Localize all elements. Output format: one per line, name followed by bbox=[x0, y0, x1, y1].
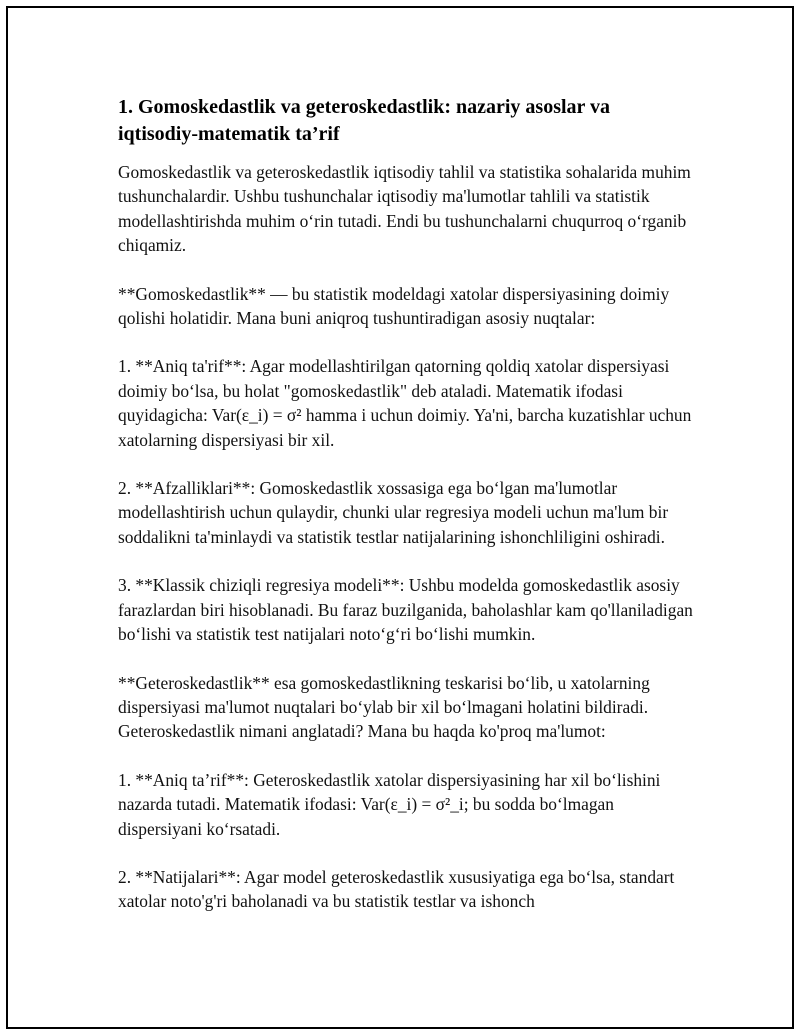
list-item-hetero-definition: 1. **Aniq ta’rif**: Geteroskedastlik xatolar dispersiyasining har xil bo‘lishini nazarda tutadi. Matematik ifodasi: Var(ε_i) = σ²_i; bu sodda bo‘lmagan dispersiyani ko‘rsatadi. bbox=[118, 769, 661, 839]
heteroskedasticity-definition-paragraph: **Geteroskedastlik** esa gomoskedastlikning teskarisi bo‘lib, u xatolarning dispersiyasi ma'lumot nuqtalari bo‘ylab bir xil bo‘lmagani holatini bildiradi. Geteroskedastlik nimani anglatadi? Mana bu haqda ko'proq ma'lumot: bbox=[118, 672, 650, 742]
section-heading: 1. Gomoskedastlik va geteroskedastlik: nazariy asoslar va iqtisodiy-matematik ta’rif bbox=[118, 96, 611, 145]
document-body bbox=[118, 94, 693, 938]
intro-paragraph: Gomoskedastlik va geteroskedastlik iqtisodiy tahlil va statistika sohalarida muhim tushunchalardir. Ushbu tushunchalar iqtisodiy ma'lumotlar tahlili va statistik modellashtirishda muhim o‘rin tutadi. Endi bu tushunchalarni chuqurroq o‘rganib chiqamiz. bbox=[118, 162, 691, 256]
list-item-exact-definition: 1. **Aniq ta'rif**: Agar modellashtirilgan qatorning qoldiq xatolar dispersiyasi doimiy bo‘lsa, bu holat "gomoskedastlik" deb ataladi. Matematik ifodasi quyidagicha: Var(ε_i) = σ² hamma i uchun doimiy. Ya'ni, barcha kuzatishlar uchun xatolarning dispersiyasi bir xil. bbox=[118, 356, 692, 450]
homoskedasticity-definition-paragraph: **Gomoskedastlik** — bu statistik modeldagi xatolar dispersiyasining doimiy qolishi holatidir. Mana buni aniqroq tushuntiradigan asosiy nuqtalar: bbox=[118, 283, 670, 329]
list-item-consequences: 2. **Natijalari**: Agar model geteroskedastlik xususiyatiga ega bo‘lsa, standart xatolar noto'g'ri baholanadi va bu statistik testlar va ishonch bbox=[118, 866, 675, 912]
list-item-classical-regression: 3. **Klassik chiziqli regresiya modeli**: Ushbu modelda gomoskedastlik asosiy farazlardan biri hisoblanadi. Bu faraz buzilganida, baholashlar kam qo'llaniladigan bo‘lishi va statistik test natijalari noto‘g‘ri bo‘lishi mumkin. bbox=[118, 575, 693, 645]
list-item-advantages: 2. **Afzalliklari**: Gomoskedastlik xossasiga ega bo‘lgan ma'lumotlar modellashtirish uchun qulaydir, chunki ular regresiya modeli uchun ma'lum bir soddalikni ta'minlaydi va statistik testlar natijalarining ishonchliligini oshiradi. bbox=[118, 478, 669, 547]
